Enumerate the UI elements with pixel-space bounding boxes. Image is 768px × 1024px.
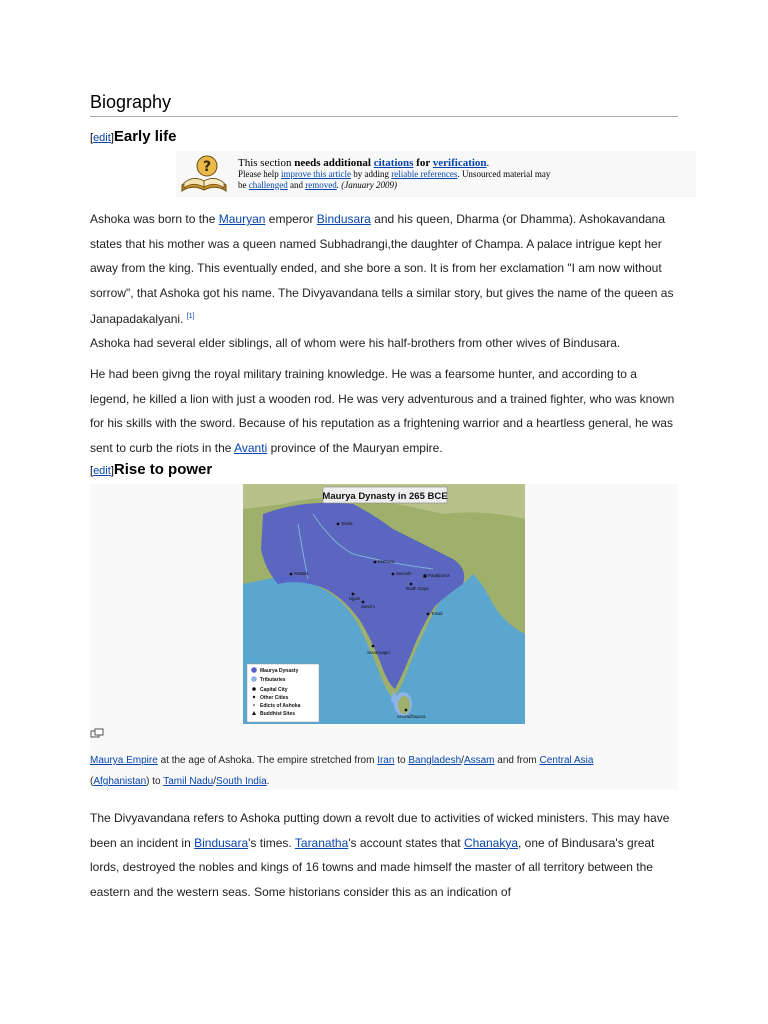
paragraph-birth: Ashoka was born to the Mauryan emperor Bindusara and his queen, Dharma (or Dhamma). Ashokavandana states that his mother was a queen named Subhadrangi,the daughter of Champa. A palace intrigue kept her away from the king. This eventually ended, and she bore a son. It is from her exclamation "I am now without sorrow", that Ashoka got his name. The Divyavandana tells a similar story, but gives the name of the queen as Janapadakalyani. [1] xyxy=(90,212,674,326)
city-label: Anuradhapura xyxy=(397,714,426,719)
chanakya-link[interactable]: Chanakya xyxy=(463,835,518,850)
bindusara-link-2[interactable]: Bindusara xyxy=(194,835,249,850)
city-label: Suvarnagiri xyxy=(367,650,390,655)
iran-link[interactable]: Iran xyxy=(377,755,395,766)
paragraph-revolt: The Divyavandana refers to Ashoka putting down a revolt due to activities of wicked ministers. This may have been an incident in Bindusara's times. Taranatha's account states that Chanakya, one of Bindusara's great lords, destroyed the nobles and kings of 16 towns and made himself the master of all territory between the eastern and the western seas. Some historians consider this as an indication of xyxy=(90,811,670,899)
enlarge-icon[interactable] xyxy=(90,728,104,738)
avanti-link[interactable]: Avanti xyxy=(234,440,268,455)
afghanistan-link[interactable]: Afghanistan xyxy=(93,776,147,787)
city-label: Bodh Gaya xyxy=(406,586,429,591)
legend-item: Other Cities xyxy=(260,695,289,701)
legend-item: Maurya Dynasty xyxy=(260,668,299,674)
reference-1-link[interactable]: [1] xyxy=(186,313,195,320)
maurya-empire-link[interactable]: Maurya Empire xyxy=(90,755,158,766)
city-label: Pataliputra xyxy=(428,573,450,578)
city-label: Tosali xyxy=(431,611,443,616)
svg-text:?: ? xyxy=(202,159,212,175)
map-figure xyxy=(90,484,678,790)
biography-heading: Biography xyxy=(90,92,678,117)
verification-link[interactable]: verification xyxy=(432,156,487,169)
open-book-question-icon xyxy=(176,151,232,197)
city-label: Sanchi xyxy=(361,604,375,609)
city-label: Ujjain xyxy=(349,596,361,601)
improve-article-link[interactable]: improve this article xyxy=(281,168,351,179)
city-label: Sarnath xyxy=(396,571,412,576)
bangladesh-link[interactable]: Bangladesh xyxy=(408,755,462,766)
legend-item: Edicts of Ashoka xyxy=(260,703,301,709)
city-label: Mathura xyxy=(378,559,395,564)
rise-to-power-title: Rise to power xyxy=(113,461,213,478)
legend-item: Buddhist Sites xyxy=(260,711,296,717)
legend-item: Capital City xyxy=(260,687,288,693)
early-life-heading xyxy=(90,128,176,145)
paragraph-training: He had been givng the royal military training knowledge. He was a fearsome hunter, and according to a legend, he killed a lion with just a wooden rod. He was very adventurous and a trained fighter, who was known for his skills with the sword. Because of his reputation as a frightening warrior and a heartless general, he was sent to curb the riots in the Avanti province of the Mauryan empire. xyxy=(90,367,675,455)
assam-link[interactable]: Assam xyxy=(463,755,495,766)
citation-needed-box xyxy=(176,151,696,197)
legend-item: Tributaries xyxy=(260,677,286,683)
map-title: Maurya Dynasty in 265 BCE xyxy=(322,491,448,502)
paragraph-siblings: Ashoka had several elder siblings, all of whom were his half-brothers from other wives of Bindusara. xyxy=(90,336,621,350)
taranatha-link[interactable]: Taranatha xyxy=(294,835,349,850)
early-life-title: Early life xyxy=(113,128,177,145)
mauryan-link[interactable]: Mauryan xyxy=(218,212,266,226)
south-india-link[interactable]: South India xyxy=(216,776,267,787)
citation-needed-text: This section needs additional citations for verification. Please help improve this article by adding reliable references. Unsourced material may be challenged and removed. (January 2009) xyxy=(238,156,551,190)
central-asia-link[interactable]: Central Asia xyxy=(539,755,594,766)
rise-to-power-heading xyxy=(90,461,212,478)
edit-link-early-life[interactable]: edit xyxy=(93,132,111,144)
edit-section-bracket: [edit] xyxy=(90,132,114,144)
city-label: Taxila xyxy=(341,521,353,526)
edit-link-rise-to-power[interactable]: edit xyxy=(93,465,111,477)
bindusara-link[interactable]: Bindusara xyxy=(316,212,371,226)
tamil-nadu-link[interactable]: Tamil Nadu xyxy=(163,776,214,787)
city-label: Pattala xyxy=(294,571,309,576)
citations-link[interactable]: citations xyxy=(373,156,414,169)
reliable-references-link[interactable]: reliable references xyxy=(391,168,458,179)
maurya-dynasty-map[interactable] xyxy=(243,484,525,724)
removed-link[interactable]: removed xyxy=(305,179,337,190)
edit-section-bracket: [edit] xyxy=(90,465,114,477)
challenged-link[interactable]: challenged xyxy=(248,179,288,190)
map-caption: Maurya Empire at the age of Ashoka. The empire stretched from Iran to Bangladesh/Assam and from Central Asia (Afghanistan) to Tamil Nadu/South India. xyxy=(90,755,594,787)
